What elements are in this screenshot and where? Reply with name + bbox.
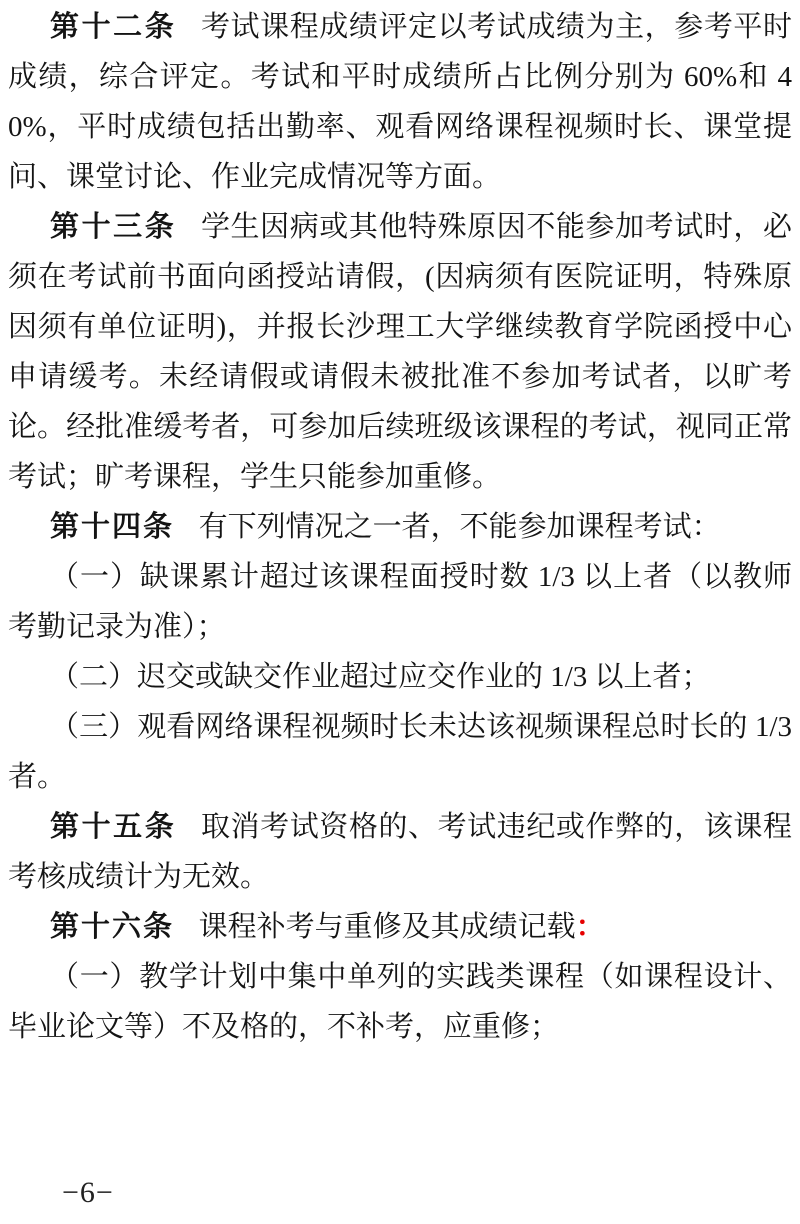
article-16-red-colon: ： <box>575 911 605 943</box>
article-12-text: 考试课程成绩评定以考试成绩为主，参考平时成绩，综合评定。考试和平时成绩所占比例分别为 60%和 40%，平时成绩包括出勤率、观看网络课程视频时长、课堂提问、课堂讨论、作业完成情况等方面。 <box>8 11 792 193</box>
article-14-text: 有下列情况之一者，不能参加课程考试： <box>198 511 721 543</box>
article-14-item-1 <box>8 552 792 652</box>
article-12-heading: 第十二条 <box>50 11 177 43</box>
document-body <box>8 2 792 1052</box>
page-number: −6− <box>62 1176 114 1209</box>
article-14-item-3 <box>8 702 792 802</box>
article-15-text: 取消考试资格的、考试违纪或作弊的，该课程考核成绩计为无效。 <box>8 811 792 893</box>
article-14-heading: 第十四条 <box>50 511 175 543</box>
article-16-item-1-text: （一）教学计划中集中单列的实践类课程（如课程设计、毕业论文等）不及格的，不补考，应重修； <box>8 961 792 1043</box>
article-16-heading: 第十六条 <box>50 911 175 943</box>
article-13-heading: 第十三条 <box>50 211 177 243</box>
article-13-text: 学生因病或其他特殊原因不能参加考试时，必须在考试前书面向函授站请假，(因病须有医院证明，特殊原因须有单位证明)，并报长沙理工大学继续教育学院函授中心申请缓考。未经请假或请假未被批准不参加考试者，以旷考论。经批准缓考者，可参加后续班级该课程的考试，视同正常考试；旷考课程，学生只能参加重修。 <box>8 211 792 493</box>
article-12-paragraph <box>8 2 792 202</box>
article-13-paragraph <box>8 202 792 502</box>
article-16-text: 课程补考与重修及其成绩记载 <box>198 911 576 943</box>
article-16-item-1 <box>8 952 792 1052</box>
article-14-item-1-text: （一）缺课累计超过该课程面授时数 1/3 以上者（以教师考勤记录为准）； <box>8 561 792 643</box>
article-15-paragraph <box>8 802 792 902</box>
article-15-heading: 第十五条 <box>50 811 177 843</box>
article-14-item-2 <box>8 652 792 702</box>
article-14-paragraph <box>8 502 792 552</box>
article-16-paragraph <box>8 902 792 952</box>
article-14-item-2-text: （二）迟交或缺交作业超过应交作业的 1/3 以上者； <box>50 661 711 693</box>
article-14-item-3-text: （三）观看网络课程视频时长未达该视频课程总时长的 1/3 者。 <box>8 711 792 793</box>
